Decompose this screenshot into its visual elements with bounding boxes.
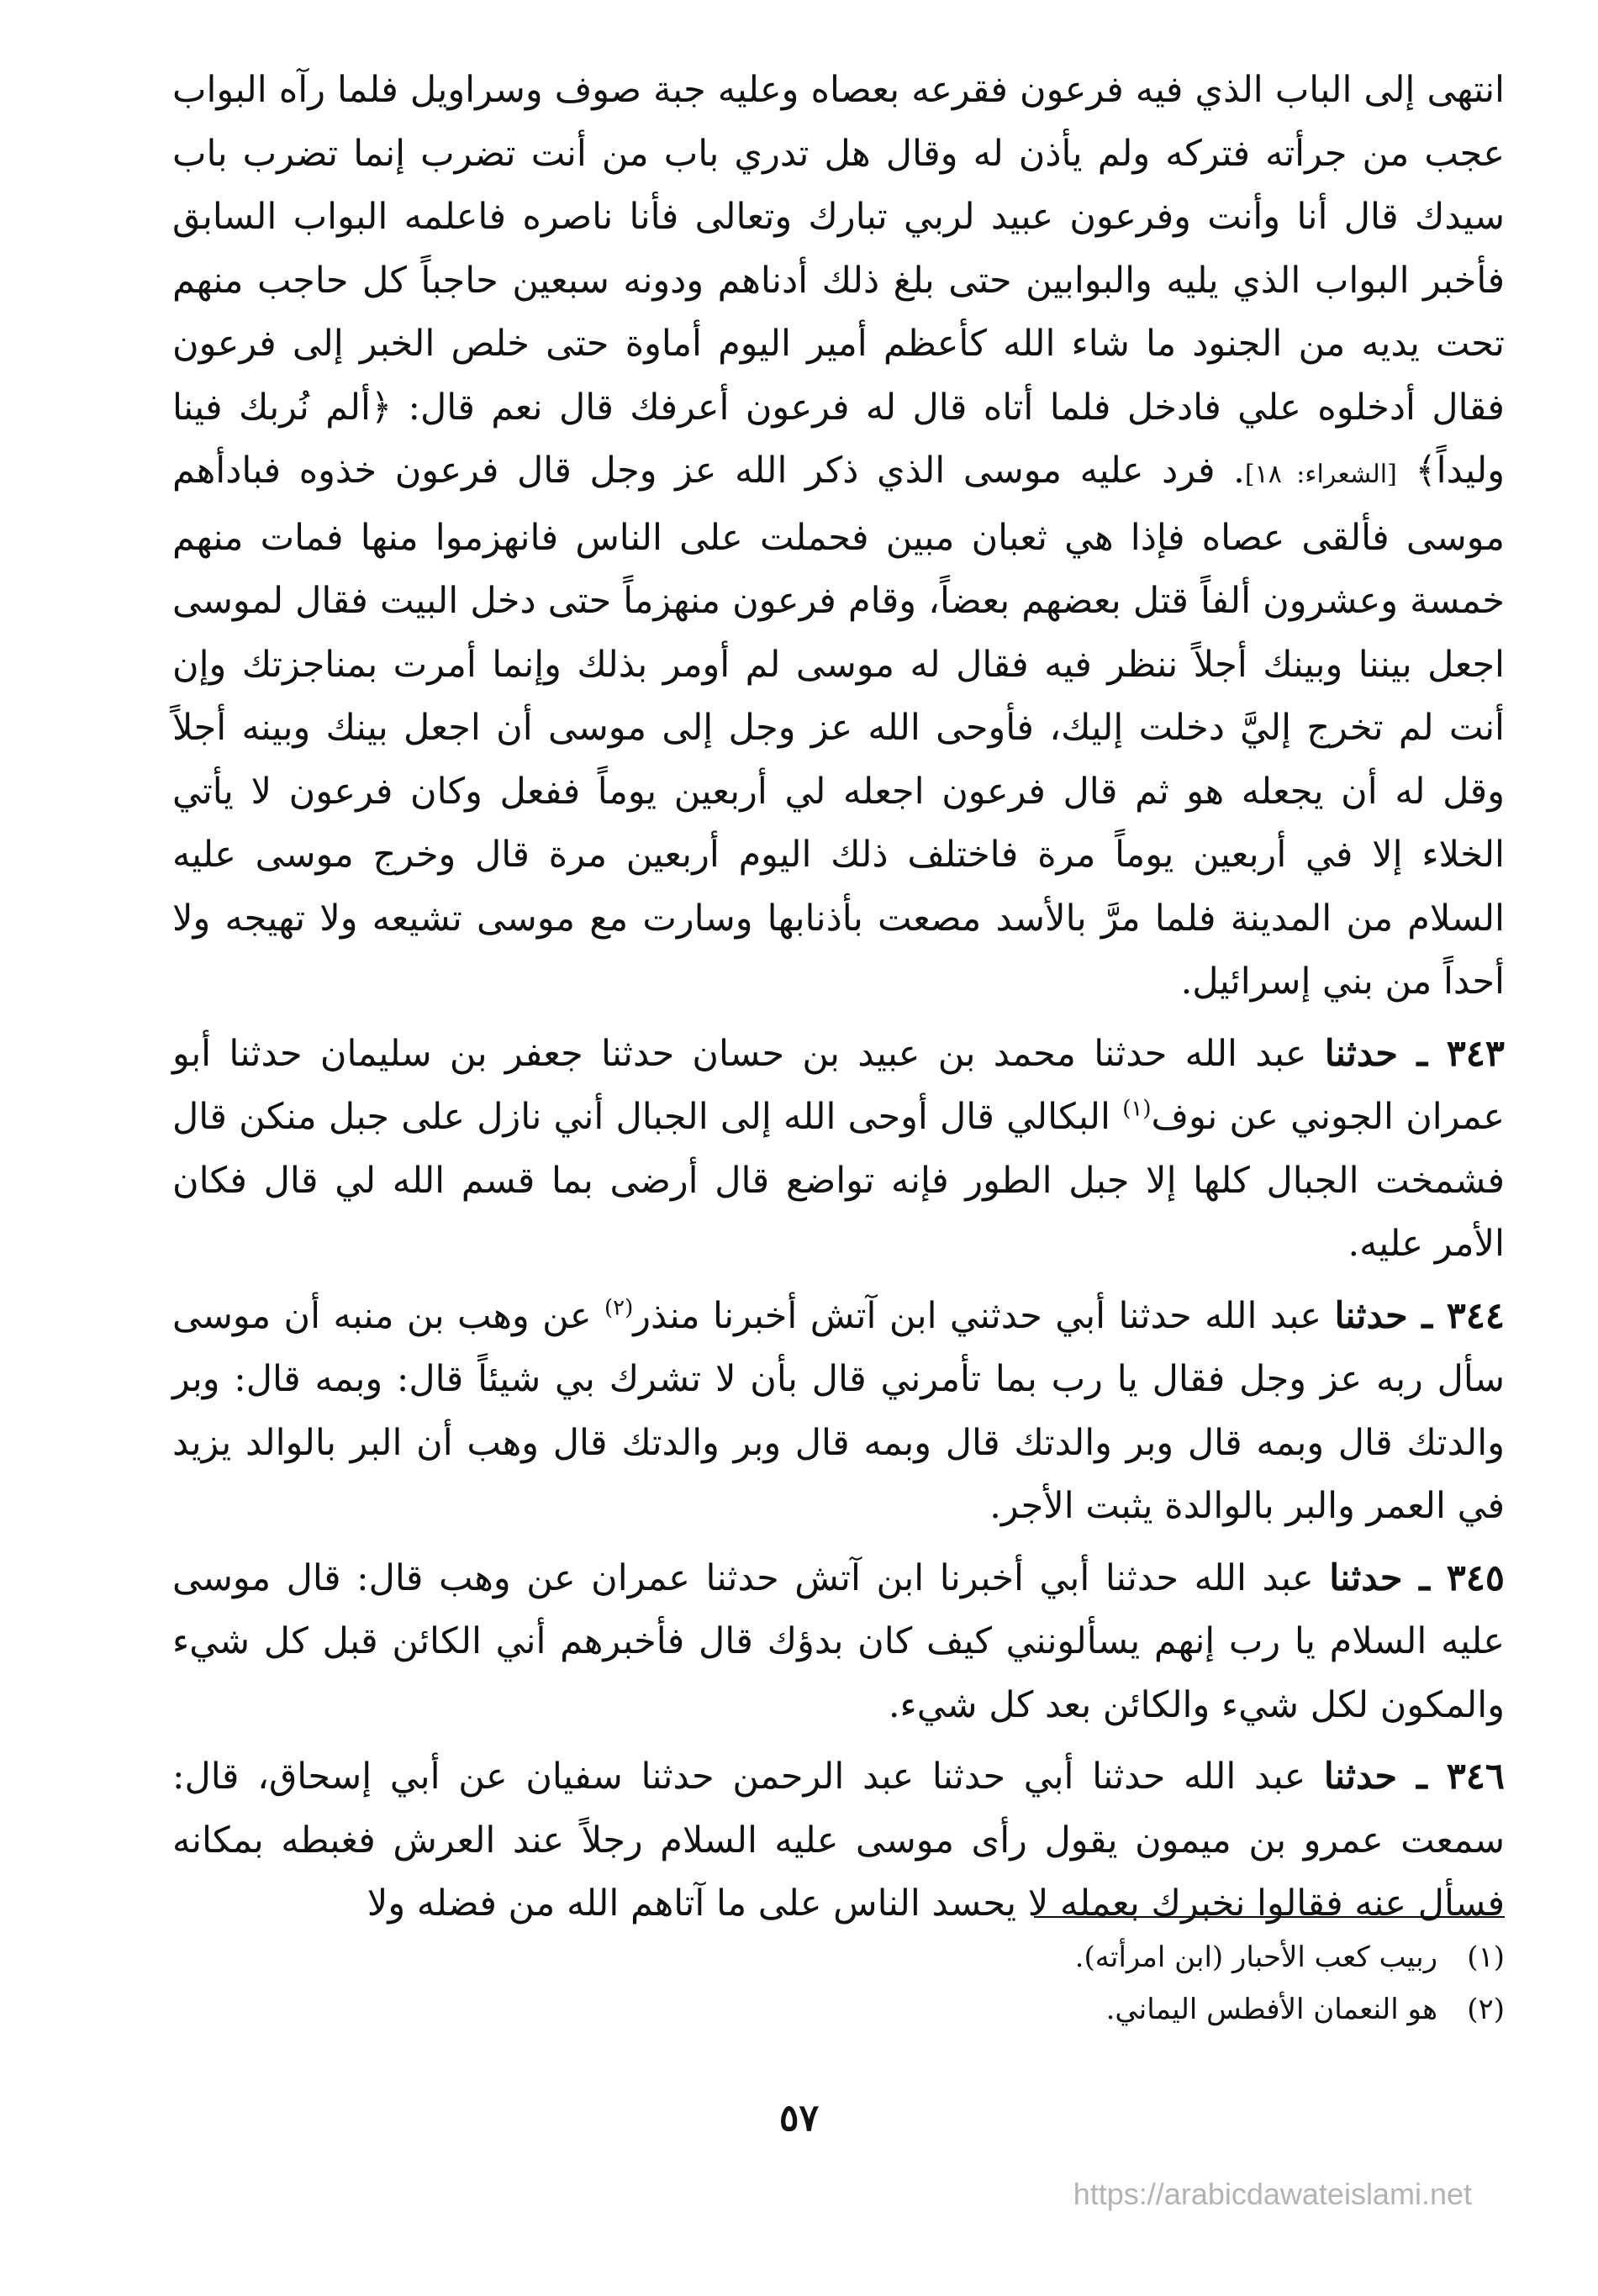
footnote-divider — [1034, 1916, 1505, 1918]
footnote-reference-1[interactable]: (١) — [1122, 1096, 1152, 1122]
hadith-text: عبد الله حدثنا محمد بن عبيد بن حسان حدثنا جعفر بن سليمان حدثنا أبو عمران الجوني عن نوف — [172, 1032, 1505, 1138]
hadith-344 — [172, 1285, 1505, 1539]
footnote-text: هو النعمان الأفطس اليماني. — [1105, 1993, 1437, 2026]
hadith-dash: ـ — [1397, 1756, 1447, 1798]
watermark-url: https://arabicdawateislami.net — [1073, 2177, 1472, 2211]
hadith-dash: ـ — [1402, 1556, 1447, 1599]
page-body — [172, 59, 1505, 1936]
footnote-number: (٢) — [1467, 1993, 1505, 2026]
hadith-number: ٣٤٥ — [1446, 1556, 1505, 1599]
footnote-2 — [172, 1983, 1505, 2035]
hadith-keyword: حدثنا — [1323, 1756, 1398, 1798]
hadith-346 — [172, 1746, 1505, 1936]
hadith-dash: ـ — [1397, 1032, 1447, 1075]
hadith-text: عبد الله حدثنا أبي حدثني ابن آتش أخبرنا منذر — [633, 1294, 1335, 1337]
hadith-keyword: حدثنا — [1334, 1294, 1408, 1337]
footnotes-section — [172, 1916, 1505, 2035]
body-paragraph — [172, 59, 1505, 1014]
paragraph-text: انتهى إلى الباب الذي فيه فرعون فقرعه بعصاه وعليه جبة صوف وسراويل فلما رآه البواب عجب من جرأته فتركه ولم يأذن له وقال هل تدري باب من أنت تضرب إنما تضرب باب سيدك قال أنا وأنت وفرعون عبيد لربي تبارك وتعالى فأنا ناصره فاعلمه البواب السابق فأخبر البواب الذي يليه والبوابين حتى بلغ ذلك أدناهم ودونه سبعين حاجباً كل حاجب منهم تحت يديه من الجنود ما شاء الله كأعظم أمير اليوم أماوة حتى خلص الخبر إلى فرعون فقال أدخلوه علي فادخل فلما أتاه قال له فرعون أعرفك قال نعم قال: ﴿ألم نُربك فينا وليداً﴾ — [172, 69, 1505, 492]
footnote-number: (١) — [1467, 1941, 1505, 1974]
footnote-reference-2[interactable]: (٢) — [604, 1295, 634, 1321]
hadith-dash: ـ — [1407, 1294, 1447, 1337]
quran-reference: [الشعراء: ١٨] — [1244, 460, 1397, 489]
hadith-number: ٣٤٣ — [1446, 1032, 1505, 1075]
hadith-keyword: حدثنا — [1329, 1556, 1403, 1599]
footnote-1 — [172, 1931, 1505, 1983]
hadith-text-continued: عن وهب بن منبه أن موسى سأل ربه عز وجل فقال يا رب بما تأمرني قال بأن لا تشرك بي شيئاً قال: وبمه قال: وبر والدتك قال وبمه قال وبر والدتك قال وبمه قال وبر والدتك قال وهب أن البر بالوالد يزيد في العمر والبر بالوالدة يثبت الأجر. — [172, 1294, 1505, 1527]
hadith-text-continued: البكالي قال أوحى الله إلى الجبال أني نازل على جبل منكن قال فشمخت الجبال كلها إلا جبل الطور فإنه تواضع قال أرضى بما قسم الله لي قال فكان الأمر عليه. — [172, 1096, 1505, 1265]
hadith-keyword: حدثنا — [1324, 1032, 1398, 1075]
hadith-345 — [172, 1547, 1505, 1738]
hadith-number: ٣٤٤ — [1446, 1294, 1505, 1337]
hadith-number: ٣٤٦ — [1446, 1756, 1505, 1798]
footnote-text: ربيب كعب الأحبار (ابن امرأته). — [1074, 1941, 1437, 1974]
paragraph-text-continued: . فرد عليه موسى الذي ذكر الله عز وجل قال فرعون خذوه فبادأهم موسى فألقى عصاه فإذا هي ثعبان مبين فحملت على الناس فانهزموا منها فمات منهم خمسة وعشرون ألفاً قتل بعضهم بعضاً، وقام فرعون منهزماً حتى دخل البيت فقال لموسى اجعل بيننا وبينك أجلاً ننظر فيه فقال له موسى لم أومر بذلك وإنما أمرت بمناجزتك وإن أنت لم تخرج إليَّ دخلت إليك، فأوحى الله عز وجل إلى موسى أن اجعل بينك وبينه أجلاً وقل له أن يجعله هو ثم قال فرعون اجعله لي أربعين يوماً ففعل وكان فرعون لا يأتي الخلاء إلا في أربعين يوماً مرة فاختلف ذلك اليوم أربعين مرة قال وخرج موسى عليه السلام من المدينة فلما مرَّ بالأسد مصعت بأذنابها وسارت مع موسى تشيعه ولا تهيجه ولا أحداً من بني إسرائيل. — [172, 450, 1505, 1003]
hadith-text: عبد الله حدثنا أبي حدثنا عبد الرحمن حدثنا سفيان عن أبي إسحاق، قال: سمعت عمرو بن ميمون يقول رأى موسى عليه السلام رجلاً عند العرش فغبطه بمكانه فسأل عنه فقالوا نخبرك بعمله لا يحسد الناس على ما آتاهم الله من فضله ولا — [172, 1756, 1505, 1925]
hadith-text: عبد الله حدثنا أبي أخبرنا ابن آتش حدثنا عمران عن وهب قال: قال موسى عليه السلام يا رب إنهم يسألونني كيف كان بدؤك قال فأخبرهم أني الكائن قبل كل شيء والمكون لكل شيء والكائن بعد كل شيء. — [172, 1556, 1505, 1726]
page-number: ٥٧ — [778, 2097, 820, 2140]
hadith-343 — [172, 1023, 1505, 1277]
